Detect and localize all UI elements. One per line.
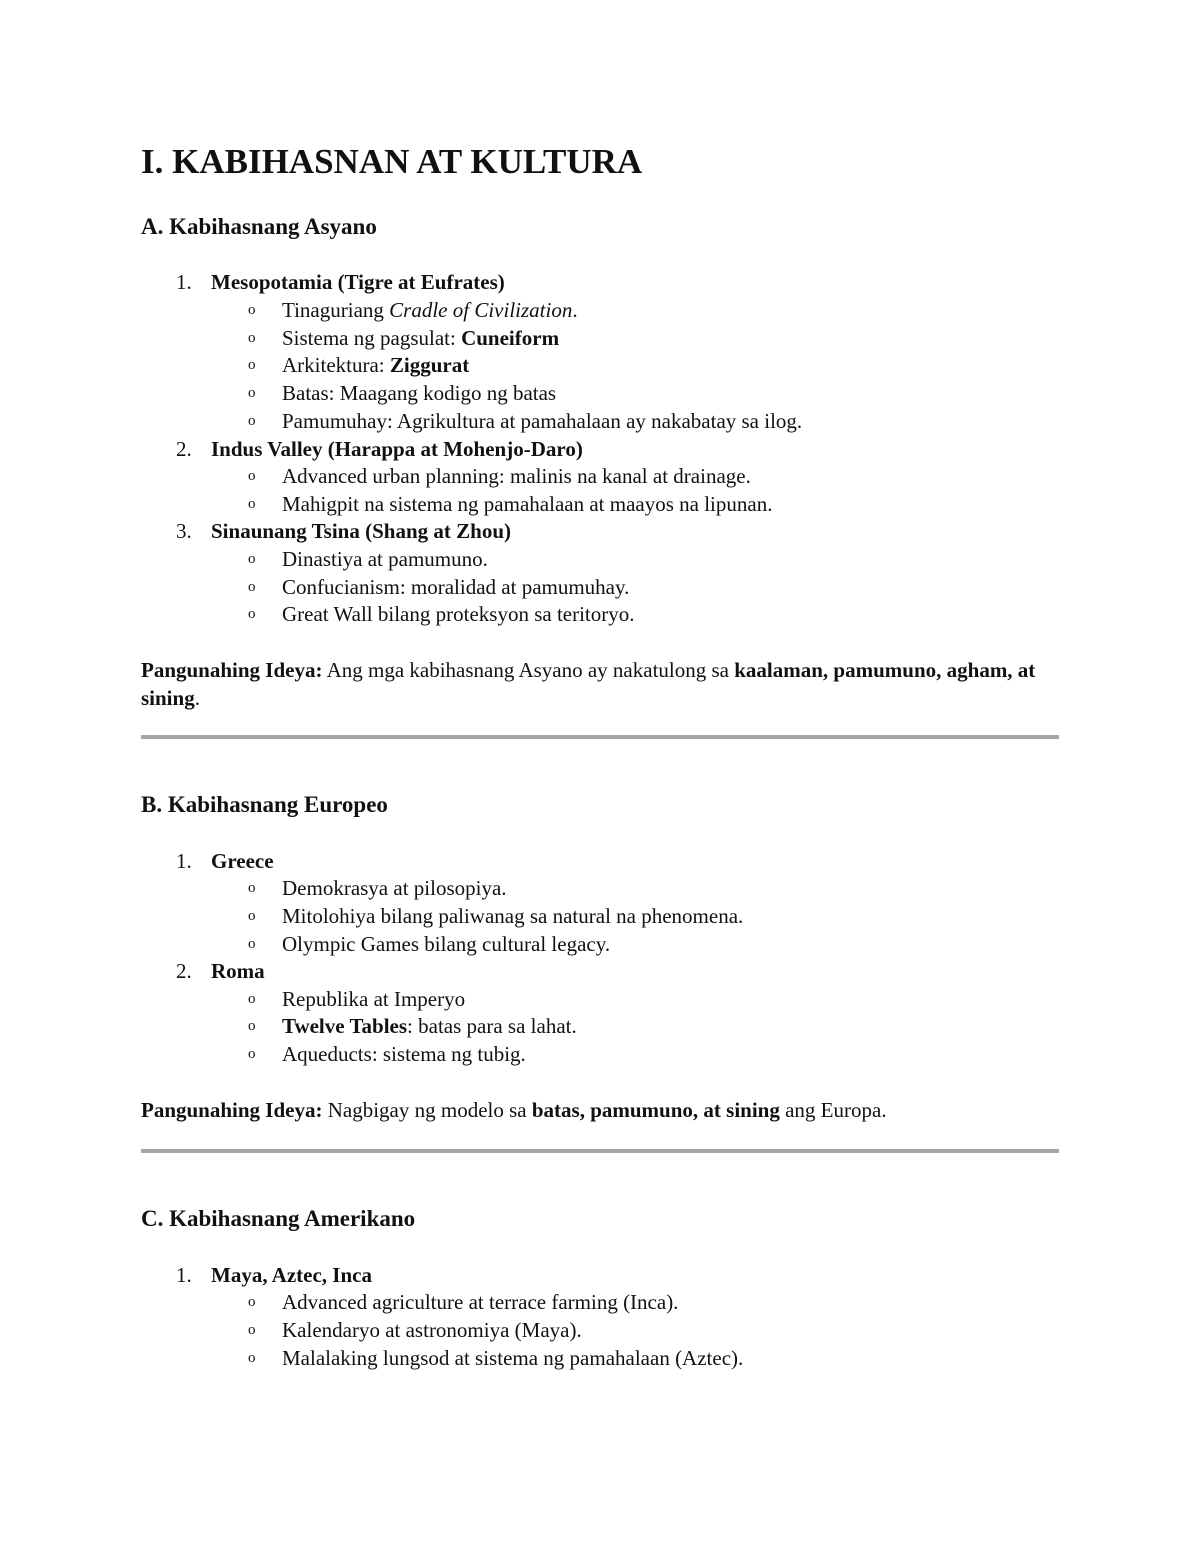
horizontal-rule <box>141 1149 1059 1153</box>
section-heading-asyano: A. Kabihasnang Asyano <box>141 214 377 239</box>
bullet-text: Confucianism: moralidad at pamumuhay. <box>282 575 630 599</box>
bullet-text: Great Wall bilang proteksyon sa teritoryo. <box>282 602 635 626</box>
bullet-marker: o <box>248 880 256 896</box>
bullet-marker: o <box>248 991 256 1007</box>
bullet-marker: o <box>248 468 256 484</box>
list-item-title: Mesopotamia (Tigre at Eufrates) <box>211 270 505 294</box>
bullet-text: Sistema ng pagsulat: Cuneiform <box>282 326 560 350</box>
list-item-title: Greece <box>211 849 274 873</box>
bullet-text: Aqueducts: sistema ng tubig. <box>282 1042 526 1066</box>
main-idea-paragraph: Pangunahing Ideya: Ang mga kabihasnang Asyano ay nakatulong sa kaalaman, pamumuno, agham, at sining. <box>141 658 1036 710</box>
list-item-title: Roma <box>211 959 265 983</box>
list-number: 1. <box>176 1263 192 1287</box>
bullet-marker: o <box>248 1322 256 1338</box>
section-heading-europeo: B. Kabihasnang Europeo <box>141 792 388 817</box>
bullet-marker: o <box>248 606 256 622</box>
list-number: 1. <box>176 849 192 873</box>
bullet-text: Republika at Imperyo <box>282 987 466 1011</box>
bullet-text: Dinastiya at pamumuno. <box>282 547 488 571</box>
bullet-text: Demokrasya at pilosopiya. <box>282 876 507 900</box>
bullet-text: Pamumuhay: Agrikultura at pamahalaan ay nakabatay sa ilog. <box>282 409 803 433</box>
list-number: 2. <box>176 959 192 983</box>
bullet-marker: o <box>248 357 256 373</box>
list-item-title: Indus Valley (Harappa at Mohenjo-Daro) <box>211 437 583 461</box>
main-idea-paragraph: Pangunahing Ideya: Nagbigay ng modelo sa batas, pamumuno, at sining ang Europa. <box>141 1098 887 1122</box>
bullet-marker: o <box>248 1350 256 1366</box>
bullet-marker: o <box>248 1294 256 1310</box>
bullet-marker: o <box>248 908 256 924</box>
bullet-marker: o <box>248 413 256 429</box>
bullet-marker: o <box>248 330 256 346</box>
bullet-text: Twelve Tables: batas para sa lahat. <box>282 1014 577 1038</box>
list-item-title: Maya, Aztec, Inca <box>211 1263 372 1287</box>
bullet-marker: o <box>248 385 256 401</box>
document-title: I. KABIHASNAN AT KULTURA <box>141 142 643 181</box>
bullet-text: Mahigpit na sistema ng pamahalaan at maayos na lipunan. <box>282 492 773 516</box>
section-heading-amerikano: C. Kabihasnang Amerikano <box>141 1206 416 1231</box>
bullet-marker: o <box>248 551 256 567</box>
bullet-marker: o <box>248 579 256 595</box>
list-number: 1. <box>176 270 192 294</box>
bullet-text: Malalaking lungsod at sistema ng pamahalaan (Aztec). <box>282 1346 744 1370</box>
horizontal-rule <box>141 735 1059 739</box>
bullet-text: Advanced urban planning: malinis na kanal at drainage. <box>282 464 751 488</box>
bullet-text: Mitolohiya bilang paliwanag sa natural na phenomena. <box>282 904 744 928</box>
bullet-marker: o <box>248 496 256 512</box>
bullet-text: Advanced agriculture at terrace farming (Inca). <box>282 1290 679 1314</box>
bullet-text: Arkitektura: Ziggurat <box>282 353 470 377</box>
bullet-text: Batas: Maagang kodigo ng batas <box>282 381 557 405</box>
bullet-text: Kalendaryo at astronomiya (Maya). <box>282 1318 582 1342</box>
bullet-marker: o <box>248 1046 256 1062</box>
bullet-marker: o <box>248 1018 256 1034</box>
bullet-text: Tinaguriang Cradle of Civilization. <box>282 298 578 322</box>
list-number: 3. <box>176 519 192 543</box>
bullet-text: Olympic Games bilang cultural legacy. <box>282 932 611 956</box>
bullet-marker: o <box>248 302 256 318</box>
list-item-title: Sinaunang Tsina (Shang at Zhou) <box>211 519 511 543</box>
bullet-marker: o <box>248 936 256 952</box>
list-number: 2. <box>176 437 192 461</box>
